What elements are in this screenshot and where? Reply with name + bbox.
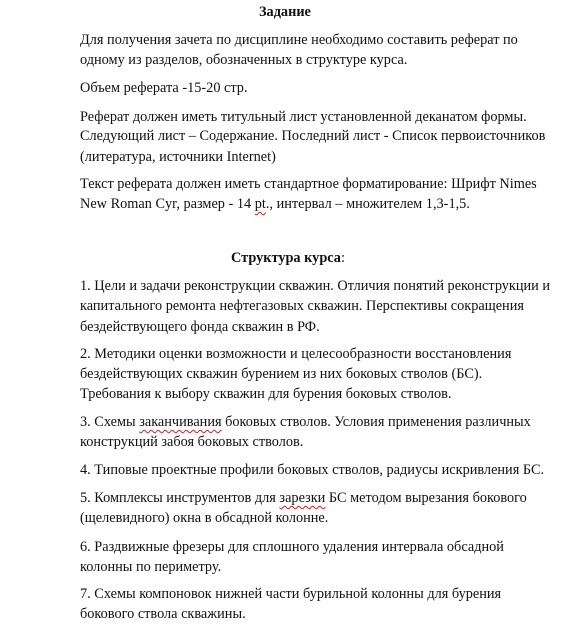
- spellcheck-word: заканчивания: [139, 414, 222, 430]
- list-item-line: 4. Типовые проектные профили боковых стволов, радиусы искривления БС.: [80, 462, 545, 478]
- list-item-line: [80, 489, 527, 507]
- list-item-line: капитального ремонта нефтегазовых скважин. Перспективы сокращения: [80, 298, 524, 314]
- text-fragment: ., интервал – множителем 1,3-1,5.: [265, 196, 470, 212]
- list-item-line: Требования к выбору скважин для бурения боковых стволов.: [80, 386, 452, 402]
- assignment-title: Задание: [259, 4, 311, 20]
- volume-line: Объем реферата -15-20 стр.: [80, 80, 248, 96]
- list-item-line: 2. Методики оценки возможности и целесообразности восстановления: [80, 346, 512, 362]
- text-fragment: New Roman Cyr, размер - 14: [80, 196, 255, 212]
- structure-title-text: Структура курса: [231, 250, 341, 266]
- assignment-paragraph-line: Для получения зачета по дисциплине необходимо составить реферат по: [80, 32, 518, 48]
- assignment-paragraph-line: (литература, источники Internet): [80, 149, 276, 165]
- assignment-paragraph-line: одному из разделов, обозначенных в структуре курса.: [80, 52, 408, 68]
- list-item-line: 1. Цели и задачи реконструкции скважин. Отличия понятий реконструкции и: [80, 278, 551, 294]
- list-item-line: конструкций забоя боковых стволов.: [80, 434, 304, 450]
- text-fragment: БС методом вырезания бокового: [325, 490, 527, 506]
- list-item-line: [80, 413, 531, 431]
- list-item-line: 6. Раздвижные фрезеры для сплошного удаления интервала обсадной: [80, 539, 504, 555]
- text-fragment: 5. Комплексы инструментов для: [80, 490, 280, 506]
- list-item-line: бездействующего фонда скважин в РФ.: [80, 319, 320, 335]
- assignment-paragraph-line: Текст реферата должен иметь стандартное форматирование: Шрифт Nimes: [80, 176, 537, 192]
- list-item-line: колонны по периметру.: [80, 559, 222, 575]
- text-fragment: боковых стволов. Условия применения различных: [221, 414, 531, 430]
- list-item-line: бокового ствола скважины.: [80, 606, 246, 622]
- spellcheck-word: pt: [254, 196, 266, 212]
- structure-title: [231, 249, 345, 267]
- assignment-paragraph-line: Следующий лист – Содержание. Последний лист - Список первоисточников: [80, 128, 546, 144]
- text-fragment: 3. Схемы: [80, 414, 140, 430]
- assignment-paragraph-line: Реферат должен иметь титульный лист установленной деканатом формы.: [80, 109, 527, 125]
- structure-title-colon: :: [340, 250, 345, 266]
- list-item-line: бездействующих скважин бурением из них боковых стволов (БС).: [80, 366, 483, 382]
- list-item-line: (щелевидного) окна в обсадной колонне.: [80, 510, 329, 526]
- list-item-line: 7. Схемы компоновок нижней части бурильной колонны для бурения: [80, 586, 502, 602]
- spellcheck-word: зарезки: [279, 490, 326, 506]
- assignment-paragraph-line: [80, 195, 470, 213]
